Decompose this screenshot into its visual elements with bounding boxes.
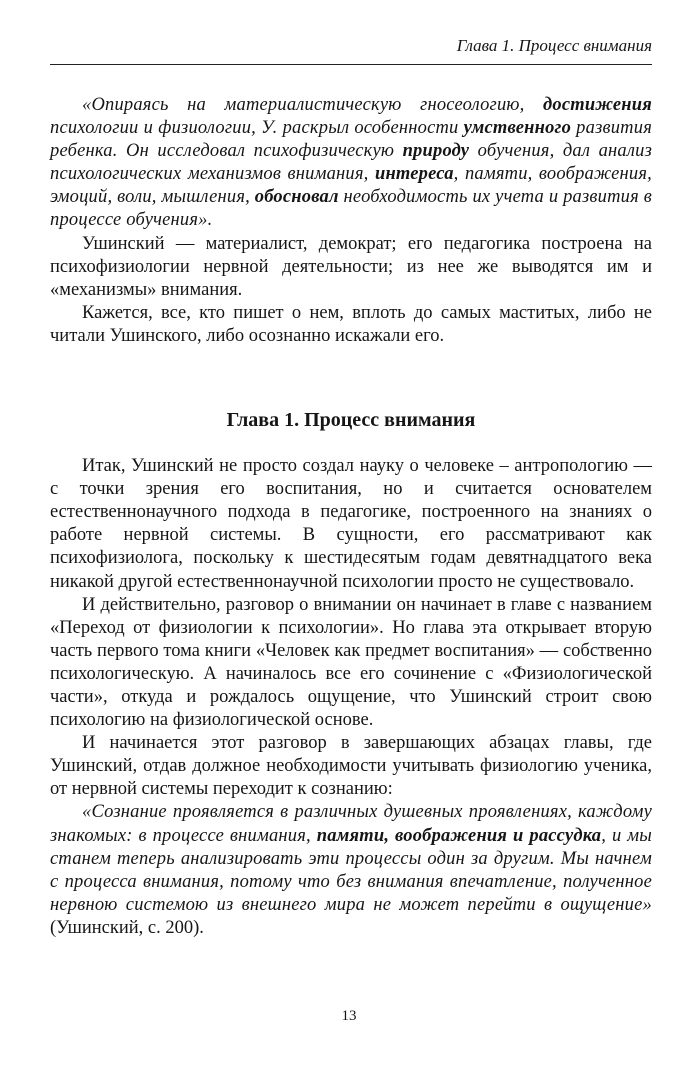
- paragraph: И действительно, разговор о внимании он начинает в главе с названием «Переход от физиологии к психологии». Но глава эта открывает вторую часть первого тома книги «Человек как предмет воспитания» — собственно психологическую. А начиналось все его сочинение с «Физиологической части», откуда и рождалось ощущение, что Ушинский строит свою психологию на физиологической основе.: [50, 594, 652, 731]
- quote-text: необходимость их учета и развития в процессе обучения».: [50, 187, 652, 231]
- quote-emphasis: умственного: [463, 118, 572, 139]
- citation: (Ушинский, с. 200).: [50, 917, 204, 938]
- quote-text: психологии и физиологии, У. раскрыл особенности: [50, 118, 464, 139]
- header-rule: [50, 64, 652, 65]
- quote-emphasis: памяти, воображения и рассудка: [316, 825, 602, 846]
- quote-text: , и мы станем теперь анализировать эти процессы один за другим. Мы начнем с процесса внимания, потому что без внимания впечатление, полученное нервною системою из внешнего мира не может перейти в ощущение»: [50, 825, 652, 915]
- quote-emphasis: интереса: [374, 164, 454, 185]
- quote-emphasis: обосновал: [254, 187, 339, 208]
- quote-text: «Опираясь на материалистическую гносеологию,: [82, 95, 543, 115]
- paragraph: И начинается этот разговор в завершающих абзацах главы, где Ушинский, отдав должное необходимости учитывать физиологию ученика, от нервной системы переходит к сознанию:: [50, 733, 652, 800]
- paragraph: Итак, Ушинский не просто создал науку о человеке – антропологию — с точки зрения его воспитания, но и считается основателем естественнонаучного подхода в педагогике, построенного на знаниях о работе нервной системы. В сущности, его рассматривают как психофизиолога, поскольку к шестидесятым годам девятнадцатого века никакой другой естественнонаучной психологии просто не существовало.: [50, 456, 652, 592]
- quote-paragraph-1: [50, 94, 652, 233]
- quote-text: развития ребенка. Он исследовал психофизическую: [50, 118, 652, 162]
- quote-text: обучения, дал анализ психологических механизмов внимания,: [50, 141, 652, 185]
- page-number: 13: [341, 1008, 357, 1024]
- paragraph: Кажется, все, кто пишет о нем, вплоть до самых маститых, либо не читали Ушинского, либо осознанно искажали его.: [50, 302, 652, 346]
- quote-emphasis: природу: [402, 141, 470, 162]
- quote-paragraph-2: [50, 801, 652, 940]
- page-body: [50, 94, 652, 940]
- chapter-heading: Глава 1. Процесс внимания: [226, 409, 476, 432]
- quote-emphasis: достижения: [543, 95, 652, 115]
- quote-text: «Сознание проявляется в различных душевных проявлениях, каждому знакомых: в процессе внимания,: [50, 802, 652, 846]
- quote-text: , памяти, воображения, эмоций, воли, мышления,: [50, 164, 653, 208]
- running-head: Глава 1. Процесс внимания: [456, 36, 652, 55]
- paragraph: Ушинский — материалист, демократ; его педагогика построена на психофизиологии нервной деятельности; из нее же выводятся им и «механизмы» внимания.: [50, 233, 652, 300]
